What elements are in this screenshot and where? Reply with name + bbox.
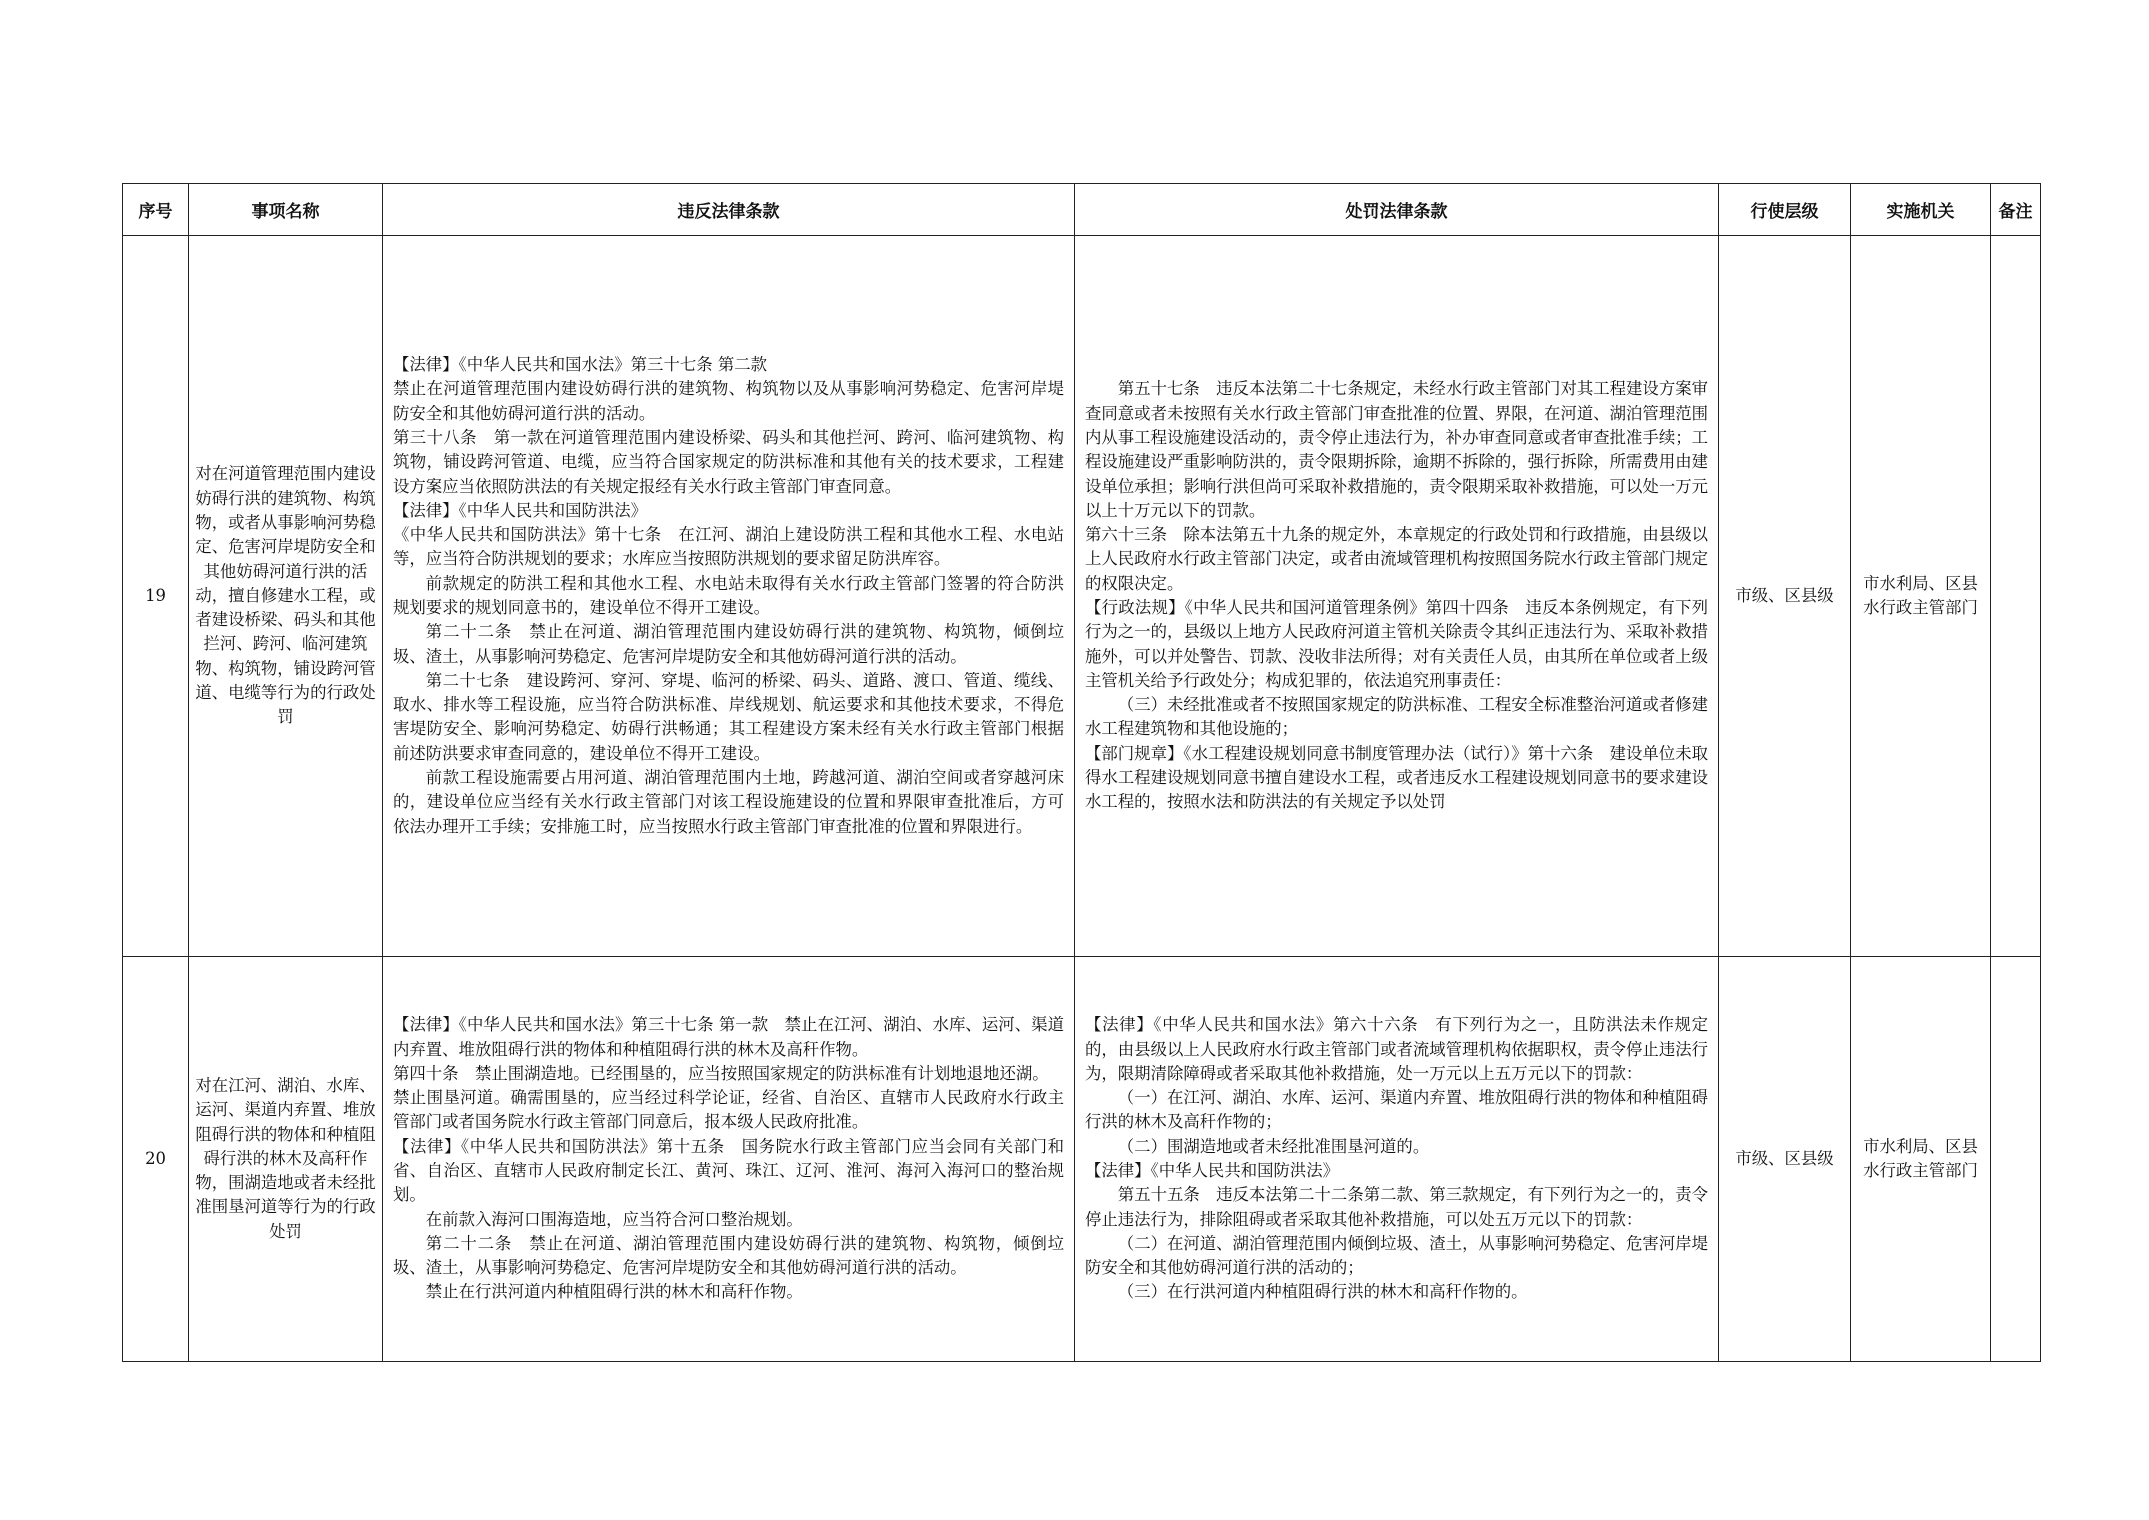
clause-paragraph: 禁止在河道管理范围内建设妨碍行洪的建筑物、构筑物以及从事影响河势稳定、危害河岸堤防安全和其他妨碍河道行洪的活动。 (393, 379, 1064, 423)
clause-paragraph: 第四十条 禁止围湖造地。已经围垦的，应当按照国家规定的防洪标准有计划地退地还湖。 (393, 1063, 1049, 1083)
header-note: 备注 (1991, 184, 2041, 236)
clause-paragraph: 【法律】《中华人民共和国水法》第三十七条 第二款 (393, 355, 767, 375)
clause-paragraph: 【行政法规】《中华人民共和国河道管理条例》第四十四条 违反本条例规定，有下列行为之一的，县级以上地方人民政府河道主管机关除责令其纠正违法行为、采取补救措施外，可以并处警告、罚款、没收非法所得；对有关责任人员，由其所在单位或者上级主管机关给予行政处分；构成犯罪的，依法追究刑事责任： (1085, 598, 1708, 690)
row-penalty-clauses (1075, 236, 1719, 957)
clause-paragraph: 前款规定的防洪工程和其他水工程、水电站未取得有关水行政主管部门签署的符合防洪规划要求的规划同意书的，建设单位不得开工建设。 (393, 573, 1064, 617)
clause-paragraph: 第三十八条 第一款在河道管理范围内建设桥梁、码头和其他拦河、跨河、临河建筑物、构筑物，铺设跨河管道、电缆，应当符合国家规定的防洪标准和其他有关的技术要求，工程建设方案应当依照防洪法的有关规定报经有关水行政主管部门审查同意。 (393, 427, 1064, 496)
clause-paragraph: 《中华人民共和国防洪法》第十七条 在江河、湖泊上建设防洪工程和其他水工程、水电站等，应当符合防洪规划的要求；水库应当按照防洪规划的要求留足防洪库容。 (393, 525, 1064, 569)
table-row (123, 957, 2041, 1362)
header-seq: 序号 (123, 184, 189, 236)
row-note (1991, 957, 2041, 1362)
row-exercise-level: 市级、区县级 (1719, 957, 1851, 1362)
clause-paragraph: 第二十七条 建设跨河、穿河、穿堤、临河的桥梁、码头、道路、渡口、管道、缆线、取水、排水等工程设施，应当符合防洪标准、岸线规划、航运要求和其他技术要求，不得危害堤防安全、影响河势稳定、妨碍行洪畅通；其工程建设方案未经有关水行政主管部门根据前述防洪要求审查同意的，建设单位不得开工建设。 (393, 670, 1064, 763)
clause-paragraph: （一）在江河、湖泊、水库、运河、渠道内弃置、堆放阻碍行洪的物体和种植阻碍行洪的林木及高秆作物的； (1085, 1088, 1708, 1132)
row-penalty-clauses (1075, 957, 1719, 1362)
clause-paragraph: 第二十二条 禁止在河道、湖泊管理范围内建设妨碍行洪的建筑物、构筑物，倾倒垃圾、渣土，从事影响河势稳定、危害河岸堤防安全和其他妨碍河道行洪的活动。 (393, 622, 1064, 666)
clause-paragraph: 【法律】《中华人民共和国防洪法》 (393, 500, 648, 520)
penalty-items-table (122, 183, 2041, 1362)
clause-paragraph: （二）在河道、湖泊管理范围内倾倒垃圾、渣土，从事影响河势稳定、危害河岸堤防安全和其他妨碍河道行洪的活动的； (1085, 1233, 1708, 1278)
header-agency: 实施机关 (1851, 184, 1991, 236)
row-exercise-level: 市级、区县级 (1719, 236, 1851, 957)
header-item-name: 事项名称 (189, 184, 383, 236)
clause-paragraph: 第五十七条 违反本法第二十七条规定，未经水行政主管部门对其工程建设方案审查同意或者未按照有关水行政主管部门审查批准的位置、界限，在河道、湖泊管理范围内从事工程设施建设活动的，责令停止违法行为，补办审查同意或者审查批准手续；工程设施建设严重影响防洪的，责令限期拆除，逾期不拆除的，强行拆除，所需费用由建设单位承担；影响行洪但尚可采取补救措施的，责令限期采取补救措施，可以处一万元以上十万元以下的罚款。 (1085, 379, 1708, 520)
row-item-name: 对在河道管理范围内建设妨碍行洪的建筑物、构筑物，或者从事影响河势稳定、危害河岸堤防安全和其他妨碍河道行洪的活动，擅自修建水工程，或者建设桥梁、码头和其他拦河、跨河、临河建筑物、构筑物，铺设跨河管道、电缆等行为的行政处罚 (189, 236, 383, 957)
row-item-name: 对在江河、湖泊、水库、运河、渠道内弃置、堆放阻碍行洪的物体和种植阻碍行洪的林木及高秆作物，围湖造地或者未经批准围垦河道等行为的行政处罚 (189, 957, 383, 1362)
row-agency: 市水利局、区县水行政主管部门 (1851, 236, 1991, 957)
clause-paragraph: 禁止围垦河道。确需围垦的，应当经过科学论证，经省、自治区、直辖市人民政府水行政主管部门或者国务院水行政主管部门同意后，报本级人民政府批准。 (393, 1088, 1064, 1132)
clause-paragraph: 【部门规章】《水工程建设规划同意书制度管理办法（试行）》第十六条 建设单位未取得水工程建设规划同意书擅自建设水工程，或者违反水工程建设规划同意书的要求建设水工程的，按照水法和防洪法的有关规定予以处罚 (1085, 743, 1708, 812)
clause-paragraph: 第六十三条 除本法第五十九条的规定外，本章规定的行政处罚和行政措施，由县级以上人民政府水行政主管部门决定，或者由流域管理机构按照国务院水行政主管部门规定的权限决定。 (1085, 525, 1708, 593)
clause-paragraph: 【法律】《中华人民共和国防洪法》第十五条 国务院水行政主管部门应当会同有关部门和省、自治区、直辖市人民政府制定长江、黄河、珠江、辽河、淮河、海河入海河口的整治规划。 (393, 1136, 1064, 1205)
clause-paragraph: （三）未经批准或者不按照国家规定的防洪标准、工程安全标准整治河道或者修建水工程建筑物和其他设施的； (1085, 695, 1708, 739)
row-violated-clauses (383, 236, 1075, 957)
row-note (1991, 236, 2041, 957)
header-row (123, 184, 2041, 236)
clause-paragraph: 第五十五条 违反本法第二十二条第二款、第三款规定，有下列行为之一的，责令停止违法行为，排除阻碍或者采取其他补救措施，可以处五万元以下的罚款： (1085, 1185, 1708, 1229)
clause-paragraph: 第二十二条 禁止在河道、湖泊管理范围内建设妨碍行洪的建筑物、构筑物，倾倒垃圾、渣土，从事影响河势稳定、危害河岸堤防安全和其他妨碍河道行洪的活动。 (393, 1233, 1064, 1278)
clause-paragraph: 在前款入海河口围海造地，应当符合河口整治规划。 (425, 1209, 803, 1229)
row-seq: 19 (123, 236, 189, 957)
row-violated-clauses (383, 957, 1075, 1362)
row-seq: 20 (123, 957, 189, 1362)
clause-paragraph: 禁止在行洪河道内种植阻碍行洪的林木和高秆作物。 (425, 1282, 803, 1302)
clause-paragraph: 【法律】《中华人民共和国防洪法》 (1085, 1161, 1340, 1180)
header-penalty-clauses: 处罚法律条款 (1075, 184, 1719, 236)
header-exercise-level: 行使层级 (1719, 184, 1851, 236)
clause-paragraph: 前款工程设施需要占用河道、湖泊管理范围内土地，跨越河道、湖泊空间或者穿越河床的，建设单位应当经有关水行政主管部门对该工程设施建设的位置和界限审查批准后，方可依法办理开工手续；安排施工时，应当按照水行政主管部门审查批准的位置和界限进行。 (393, 768, 1064, 836)
clause-paragraph: 【法律】《中华人民共和国水法》第三十七条 第一款 禁止在江河、湖泊、水库、运河、渠道内弃置、堆放阻碍行洪的物体和种植阻碍行洪的林木及高秆作物。 (393, 1015, 1064, 1059)
clause-paragraph: 【法律】《中华人民共和国水法》第六十六条 有下列行为之一，且防洪法未作规定的，由县级以上人民政府水行政主管部门或者流域管理机构依据职权，责令停止违法行为，限期清除障碍或者采取其他补救措施，处一万元以上五万元以下的罚款： (1085, 1015, 1708, 1083)
row-agency: 市水利局、区县水行政主管部门 (1851, 957, 1991, 1362)
clause-paragraph: （三）在行洪河道内种植阻碍行洪的林木和高秆作物的。 (1117, 1282, 1528, 1302)
clause-paragraph: （二）围湖造地或者未经批准围垦河道的。 (1117, 1136, 1430, 1156)
table-row (123, 236, 2041, 957)
header-violated-clauses: 违反法律条款 (383, 184, 1075, 236)
